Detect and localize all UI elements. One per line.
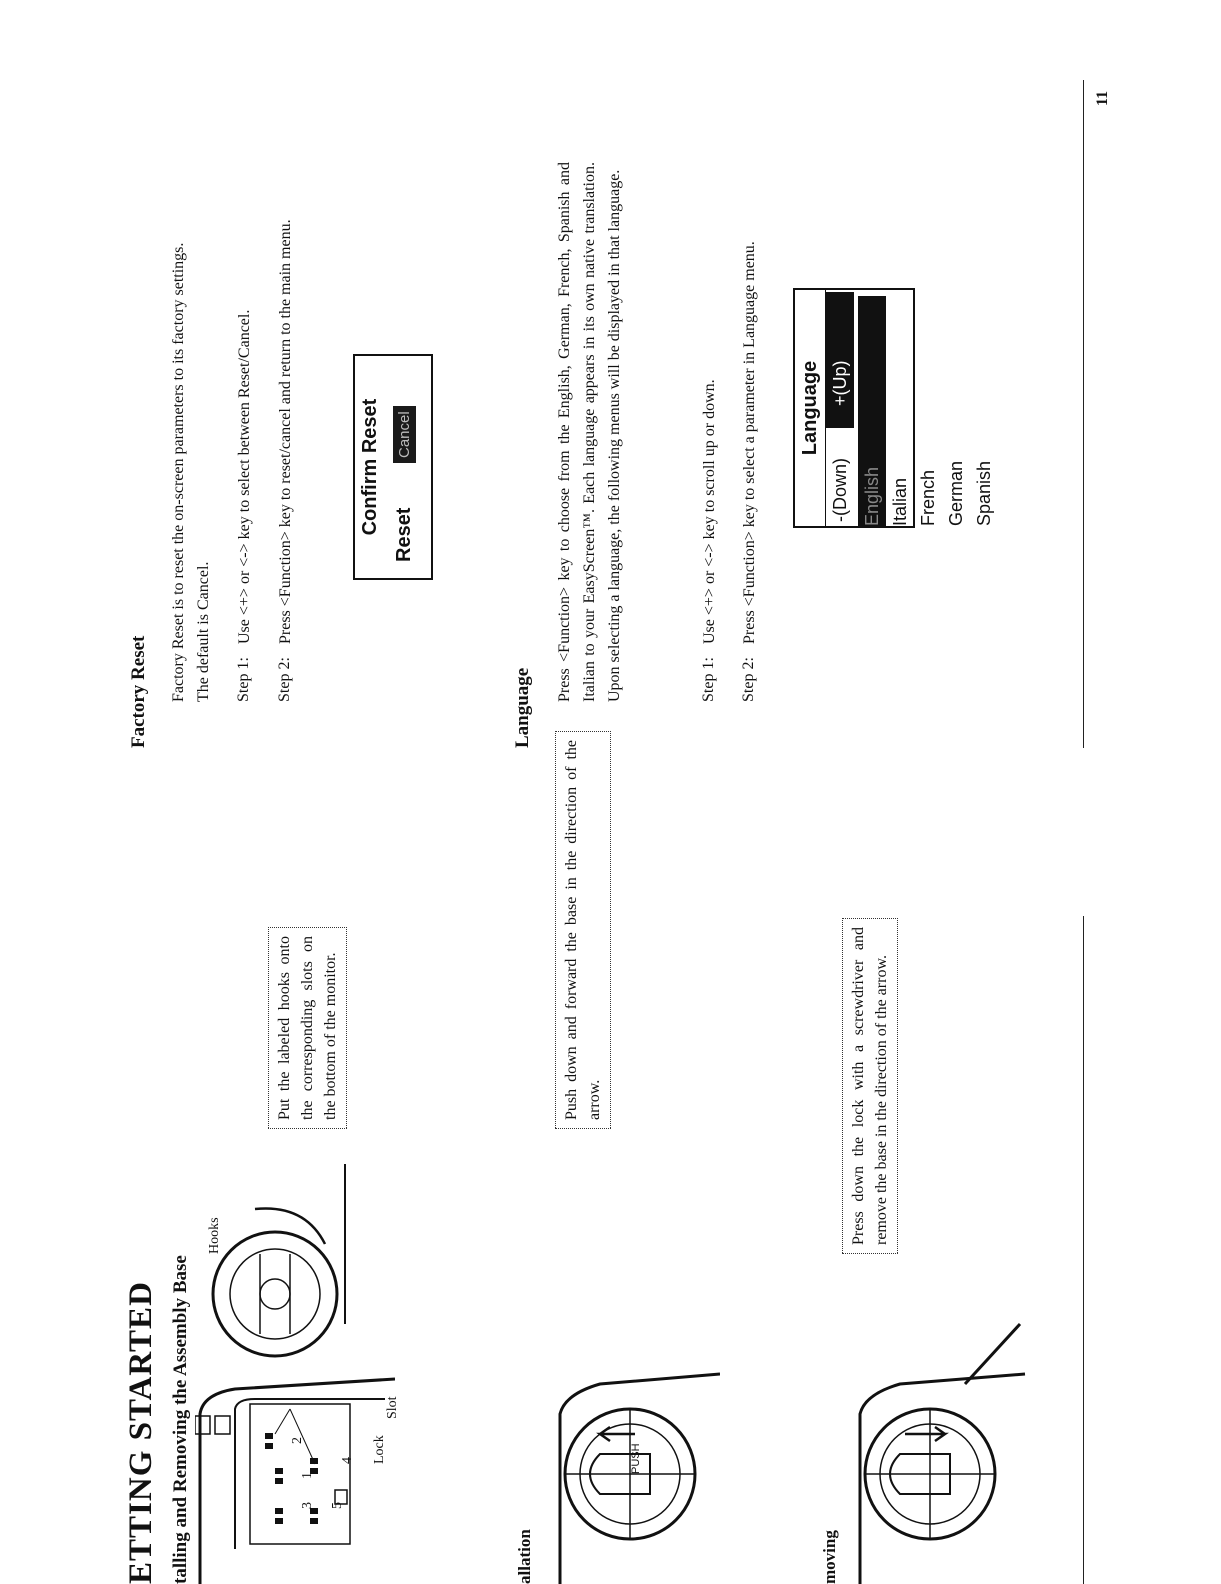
language-option-english[interactable]: English [858, 296, 886, 526]
removing-figure [845, 1254, 1035, 1584]
factory-reset-step1-text: Use <+> or <-> key to select between Reset/Cancel. [236, 309, 253, 644]
language-option-italian[interactable]: Italian [890, 477, 910, 526]
right-page-rule [1083, 80, 1084, 748]
language-option-list [858, 292, 1028, 528]
language-option-spanish[interactable]: Spanish [974, 460, 994, 526]
factory-reset-line2: The default is Cancel. [195, 561, 212, 702]
language-step2-text: Press <Function> key to select a parameter in Language menu. [741, 241, 758, 644]
base-disc [213, 1232, 337, 1356]
slot-number-3: 3 [300, 1502, 315, 1509]
installation-note: Push down and forward the base in the direction of the arrow. [555, 731, 611, 1129]
slot-label: Slot [385, 1396, 400, 1419]
language-step1-label: Step 1: [700, 657, 717, 702]
language-step1-text: Use <+> or <-> key to scroll up or down. [701, 379, 718, 644]
language-option-french[interactable]: French [918, 469, 938, 526]
slot-number-4: 4 [340, 1457, 355, 1464]
slot-number-2: 2 [290, 1437, 305, 1444]
language-osd-up[interactable]: +(Up) [830, 360, 850, 406]
hooks-label: Hooks [207, 1217, 222, 1254]
language-paragraph: Press <Function> key to choose from the English, German, French, Spanish and Italian to your EasyScreen™. Each language appears in its own native translation. Upon selecting a language, the following menus will be displayed in that language. [556, 162, 623, 702]
page-number: 11 [1094, 90, 1111, 106]
factory-reset-heading: Factory Reset [128, 635, 149, 748]
push-label: PUSH [630, 1443, 642, 1474]
slot-number-1: 1 [300, 1472, 315, 1479]
language-step2-label: Step 2: [740, 657, 757, 702]
language-option-german[interactable]: German [946, 460, 966, 526]
assembly-base-heading: talling and Removing the Assembly Base [170, 1255, 191, 1584]
language-osd-title: Language [795, 290, 826, 526]
removing-note: Press down the lock with a screwdriver and remove the base in the direction of the arrow. [842, 918, 898, 1254]
language-heading: Language [512, 667, 533, 748]
factory-reset-step1-label: Step 1: [235, 657, 252, 702]
installation-heading: allation [515, 1529, 534, 1584]
factory-reset-line1: Factory Reset is to reset the on-screen parameters to its factory settings. [170, 242, 187, 702]
language-osd-down[interactable]: -(Down) [830, 457, 850, 522]
arrow-down-icon [905, 1427, 945, 1441]
osd-reset-option[interactable]: Reset [393, 507, 415, 562]
hooks-note: Put the labeled hooks onto the corresponding slots on the bottom of the monitor. [268, 927, 347, 1129]
installation-figure [540, 1254, 720, 1584]
osd-cancel-option[interactable]: Cancel [393, 406, 416, 463]
monitor-outline [200, 1379, 395, 1584]
confirm-reset-title: Confirm Reset [359, 398, 381, 536]
page-title: ETTING STARTED [123, 1281, 159, 1584]
slot-number-5: 5 [330, 1502, 345, 1509]
factory-reset-step2-text: Press <Function> key to reset/cancel and return to the main menu. [277, 219, 294, 644]
left-page-rule [1083, 916, 1084, 1584]
factory-reset-step2-label: Step 2: [276, 657, 293, 702]
confirm-reset-osd [353, 354, 433, 580]
monitor-port [195, 1416, 210, 1434]
monitor-port [215, 1416, 230, 1434]
lock-label: Lock [372, 1435, 387, 1464]
removing-heading: moving [820, 1530, 839, 1584]
